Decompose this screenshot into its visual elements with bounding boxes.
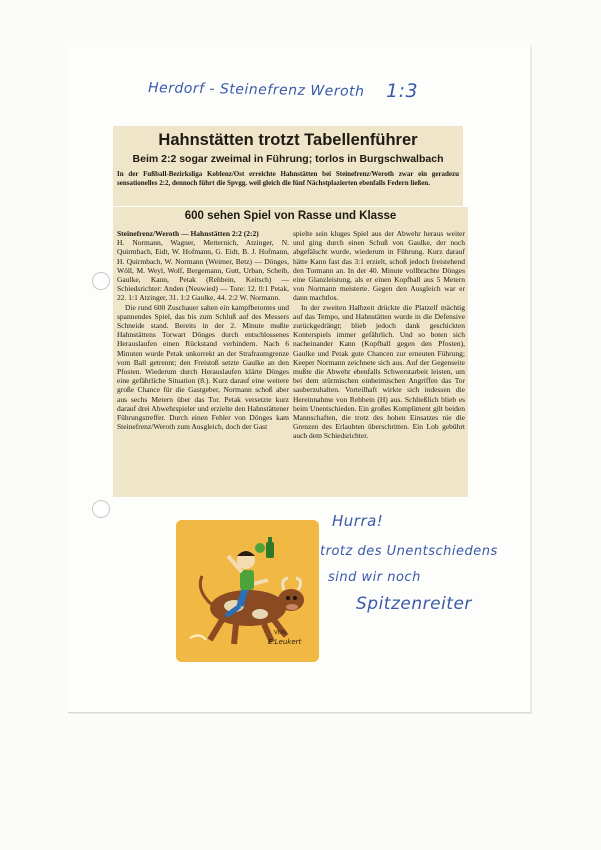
match-line: Steinefrenz/Weroth — Hahnstätten 2:2 (2:2) [117,229,259,238]
punch-hole-top [92,272,110,290]
article-clipping [113,207,468,497]
handwritten-note-line-1: Hurra! [332,512,384,530]
article-column-left [117,229,289,431]
handwritten-score: 1:3 [386,80,419,102]
headline: Hahnstätten trotzt Tabellenführer [158,131,418,149]
punch-hole-bottom [92,500,110,518]
article-title: 600 sehen Spiel von Rasse und Klasse [184,210,397,222]
cartoon-signature: E.Leukert [268,638,302,646]
cartoon-sticker [176,520,319,662]
lineups-paragraph: H. Normann, Wagner, Metternich, Atzinger, N. Quirmbach, Eidt, W. Hofmann, G. Eidt, B. J. Hofmann, H. Quirmbach, W. Normann (Weimer, Betz) — Dönges, Wöll, M. Weyl, Wolf, Bergemann, Gutt, Urban, Scheib, Gaulke, Kann, Petak (Rehbein, Keitsch) — Schiedsrichter: Anden (Neuwied) — Tore: 12. 0:1 Petak, 22. 1:1 Atzinger, 31. 1:2 Gaulke, 44. 2:2 W. Normann. [117,238,289,303]
handwritten-note-line-4: Spitzenreiter [356,594,472,614]
report-paragraph-continued: spielte sein kluges Spiel aus der Abwehr heraus weiter und ging durch einen Schuß von Gaulke, der noch abgefälscht wurde, wiederum in Führung. Kurz darauf hätte Kann fast das 3:1 erzielt, schoß jedoch freistehend den Tormann an. In der 40. Minute vollbrachte Dönges eine Glanzleistung, als er einen Kopfball aus 5 Metern von Normann meisterte. Gegen den Ausgleich war er dann machtlos. [293,229,465,303]
lead-paragraph: In der Fußball-Bezirksliga Koblenz/Ost erreichte Hahnstätten bei Steinefrenz/Weroth zwar ein geradezu sensationelles 2:2, dennoch führt die Spvgg. weil gleich die fünf Nächstplazierten ebenfalls Federn ließen. [117,170,459,187]
article-column-right [293,229,465,441]
headline-clipping [113,126,463,206]
handwritten-note-line-2: trotz des Unentschiedens [320,544,498,559]
handwritten-note-line-3: sind wir noch [328,570,421,585]
subline: Beim 2:2 sogar zweimal in Führung; torlos in Burgschwalbach [132,153,444,165]
cartoon-signature-prefix: VON [274,630,287,636]
report-paragraph: Die rund 600 Zuschauer sahen ein kampfbetontes und spannendes Spiel, das bis zum Schluß auf des Messers Schneide stand. Bereits in der 2. Minute mußte Hahnstättens Torwart Dönges durch entschlossenes Herauslaufen einen Rückstand verhindern. Nach 6 Minuten wurde Petak unkorrekt an der Strafraumgrenze vom Ball getrennt; den Freistoß setzte Gaulke an den Pfosten. Wiederum durch Herauslaufen klärte Dönges eine gefährliche Situation (8.). Kurz darauf eine weitere große Chance für die Gastgeber, Normann schoß aber aus sechs Metern über das Tor. Petak versetzte kurz darauf drei Abwehrspieler und erzielte den Hahnstättener Führungstreffer. Durch einen Fehler von Dönges kam Steinefrenz/Weroth zum Ausgleich, doch der Gast [117,302,289,432]
second-half-paragraph: In der zweiten Halbzeit drückte die Platzelf mächtig auf das Tempo, und Hahnstätten wurde in die Defensive zurückgedrängt; blieb jedoch dank geschickten Konterspiels immer gefährlich. Und so boten sich nacheinander Kann (Kopfball gegen den Pfosten), Gaulke und Petak gute Chancen zur erneuten Führung; Keeper Normann zeichnete sich aus. Auf der Gegenseite mußte die Abwehr ebenfalls Schwerstarbeit leisten, um bei dem stürmischen einheimischen Angriffen das Tor sauberzuhalten. Vorteilhaft wirkte sich indessen die Hereinnahme von Rehbein (H) aus. Schließlich blieb es beim Unentschieden. Ein großes Kompliment gilt beiden Mannschaften, die trotz des hohen Einsatzes nie die Grenzen des Erlaubten überschritten. Ein Lob gebührt auch dem Schiedsrichter. [293,302,465,441]
handwritten-match-title: Herdorf - Steinefrenz Weroth [147,80,365,100]
